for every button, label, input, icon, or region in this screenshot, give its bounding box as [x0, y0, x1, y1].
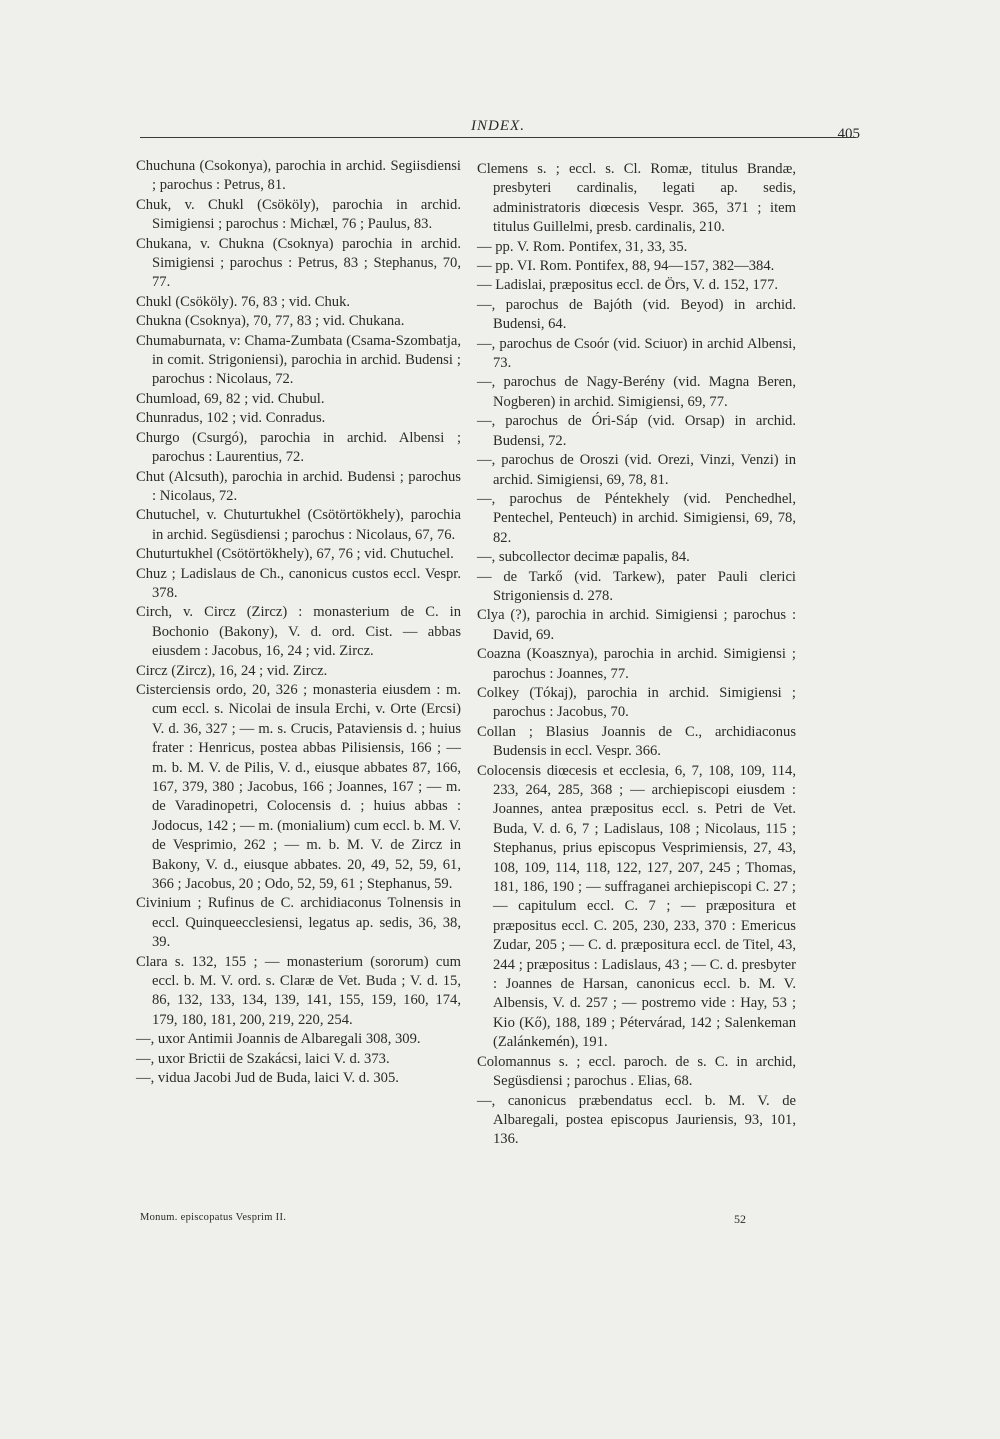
index-entry: Cisterciensis ordo, 20, 326 ; monasteria eiusdem : m. cum eccl. s. Nicolai de insula Erchi, v. Orte (Ercsi) V. d. 36, 327 ; — m. s. Crucis, Pataviensis d. ; huius frater : Henricus, postea abbas Pilisiensis, 166 ; — m. b. M. V. de Pilis, V. d., eiusque abbates 87, 166, 167, 379, 380 ; Jacobus, 166 ; Joannes, 167 ; — m. de Varadinopetri, Colocensis d. ; huius abbas : Jodocus, 142 ; — m. (monialium) cum eccl. b. M. V. de Vesprimio, 262 ; — m. b. M. V. de Zircz in Bakony, V. d., eiusque abbates. 20, 49, 52, 59, 61, 366 ; Jacobus, 20 ; Odo, 52, 59, 61 ; Stephanus, 59. [136, 681, 461, 893]
index-entry: Chuchuna (Csokonya), parochia in archid. Segiisdiensi ; parochus : Petrus, 81. [136, 158, 461, 194]
index-entry: —, subcollector decimæ papalis, 84. [477, 549, 690, 566]
index-entry: Clemens s. ; eccl. s. Cl. Romæ, titulus Brandæ, presbyteri cardinalis, legati ap. sedis, administratoris diœcesis Vespr. 365, 371 ; item titulus Guillelmi, presb. cardinalis, 210. [477, 161, 796, 236]
index-entry: Colomannus s. ; eccl. paroch. de s. C. in archid, Següsdiensi ; parochus . Elias, 68. [477, 1053, 796, 1090]
index-entry: — pp. V. Rom. Pontifex, 31, 33, 35. [477, 238, 688, 255]
index-entry: —, uxor Brictii de Szakácsi, laici V. d. 373. [136, 1050, 390, 1067]
index-entry: Chukna (Csoknya), 70, 77, 83 ; vid. Chukana. [136, 313, 405, 330]
index-entry: Collan ; Blasius Joannis de C., archidiaconus Budensis in eccl. Vespr. 366. [477, 723, 796, 760]
index-entry: Clya (?), parochia in archid. Simigiensi ; parochus : David, 69. [477, 607, 796, 643]
header-rule [140, 137, 856, 138]
index-entry: Chunradus, 102 ; vid. Conradus. [136, 410, 326, 427]
index-entry: Chutuchel, v. Chuturtukhel (Csötörtökhely), parochia in archid. Següsdiensi ; parochus : Nicolaus, 67, 76. [136, 507, 461, 543]
signature-mark: Monum. episcopatus Vesprim II. [140, 1212, 287, 1223]
index-entry: — de Tarkő (vid. Tarkew), pater Pauli clerici Strigoniensis d. 278. [477, 568, 796, 604]
signature-number: 52 [734, 1212, 746, 1226]
index-entry: Chumload, 69, 82 ; vid. Chubul. [136, 390, 325, 407]
index-entry: Civinium ; Rufinus de C. archidiaconus Tolnensis in eccl. Quinqueecclesiensi, legatus ap. sedis, 36, 38, 39. [136, 895, 461, 951]
index-entry: Chuk, v. Chukl (Csököly), parochia in archid. Simigiensi ; parochus : Michæl, 76 ; Paulus, 83. [136, 196, 461, 233]
index-entry: Chuz ; Ladislaus de Ch., canonicus custos eccl. Vespr. 378. [136, 565, 461, 601]
index-entry: — pp. VI. Rom. Pontifex, 88, 94—157, 382—384. [477, 258, 775, 275]
index-entry: —, parochus de Péntekhely (vid. Penchedhel, Pentechel, Penteuch) in archid. Simigiensi, 69, 78, 82. [477, 490, 796, 546]
index-entry: — Ladislai, præpositus eccl. de Örs, V. d. 152, 177. [477, 277, 779, 294]
index-entry: —, parochus de Nagy-Berény (vid. Magna Beren, Nogberen) in archid. Simigiensi, 69, 77. [477, 374, 796, 410]
page-number: 405 [837, 126, 860, 142]
index-entry: Colocensis diœcesis et ecclesia, 6, 7, 108, 109, 114, 233, 264, 285, 368 ; — archiepiscopi eiusdem : Joannes, antea præpositus eccl. s. Petri de Vet. Buda, V. d. 6, 7 ; Ladislaus, 108 ; Nicolaus, 115 ; Stephanus, prius episcopus Vesprimiensis, 27, 43, 108, 109, 114, 118, 122, 127, 207, 245 ; Thomas, 181, 186, 190 ; — suffraganei archiepiscopi C. 27 ; — capitulum eccl. C. 7 ; — præpositura et præpositus eccl. C. 205, 230, 233, 370 : Emericus Zudar, 205 ; — C. d. præpositura eccl. de Titel, 43, 244 ; præpositus : Ladislaus, 43 ; — C. d. presbyter : Joannes de Harsan, canonicus eccl. b. M. V. Albensis, V. d. 257 ; — postremo vide : Hay, 53 ; Kio (Kő), 188, 189 ; Pétervárad, 142 ; Salenkeman (Zalánkemén), 191. [477, 762, 796, 1051]
right-column [477, 160, 796, 1150]
index-entry: Coazna (Koasznya), parochia in archid. Simigiensi ; parochus : Joannes, 77. [477, 646, 796, 682]
index-entry: Clara s. 132, 155 ; — monasterium (sororum) cum eccl. b. M. V. ord. s. Claræ de Vet. Buda ; V. d. 15, 86, 132, 133, 134, 139, 141, 155, 159, 160, 174, 179, 180, 181, 200, 219, 220, 254. [136, 953, 461, 1028]
index-entry: —, parochus de Óri-Sáp (vid. Orsap) in archid. Budensi, 72. [477, 413, 796, 449]
index-entry: —, uxor Antimii Joannis de Albaregali 308, 309. [136, 1031, 421, 1048]
index-entry: Chuturtukhel (Csötörtökhely), 67, 76 ; vid. Chutuchel. [136, 546, 454, 563]
index-entry: Circz (Zircz), 16, 24 ; vid. Zircz. [136, 662, 328, 679]
index-entry: Chumaburnata, v: Chama-Zumbata (Csama-Szombatja, in comit. Strigoniensi), parochia in archid. Budensi ; parochus : Nicolaus, 72. [136, 332, 461, 388]
index-entry: Colkey (Tókaj), parochia in archid. Simigiensi ; parochus : Jacobus, 70. [477, 684, 796, 721]
index-entry: —, parochus de Bajóth (vid. Beyod) in archid. Budensi, 64. [477, 296, 796, 333]
index-entry: —, vidua Jacobi Jud de Buda, laici V. d. 305. [136, 1070, 399, 1087]
running-title: INDEX. [471, 118, 525, 134]
index-entry: —, canonicus præbendatus eccl. b. M. V. de Albaregali, postea episcopus Jauriensis, 93, 101, 136. [477, 1092, 796, 1148]
index-entry: Circh, v. Circz (Zircz) : monasterium de C. in Bochonio (Bakony), V. d. ord. Cist. — abbas eiusdem : Jacobus, 16, 24 ; vid. Zircz. [136, 604, 461, 660]
index-entry: —, parochus de Csoór (vid. Sciuor) in archid Albensi, 73. [477, 335, 796, 372]
index-entry: Churgo (Csurgó), parochia in archid. Albensi ; parochus : Laurentius, 72. [136, 429, 461, 466]
left-column [136, 157, 461, 1089]
index-entry: Chukana, v. Chukna (Csoknya) parochia in archid. Simigiensi ; parochus : Petrus, 83 ; Stephanus, 70, 77. [136, 235, 461, 291]
index-entry: —, parochus de Oroszi (vid. Orezi, Vinzi, Venzi) in archid. Simigiensi, 69, 78, 81. [477, 452, 796, 488]
index-entry: Chut (Alcsuth), parochia in archid. Budensi ; parochus : Nicolaus, 72. [136, 468, 461, 504]
index-entry: Chukl (Csököly). 76, 83 ; vid. Chuk. [136, 293, 351, 310]
